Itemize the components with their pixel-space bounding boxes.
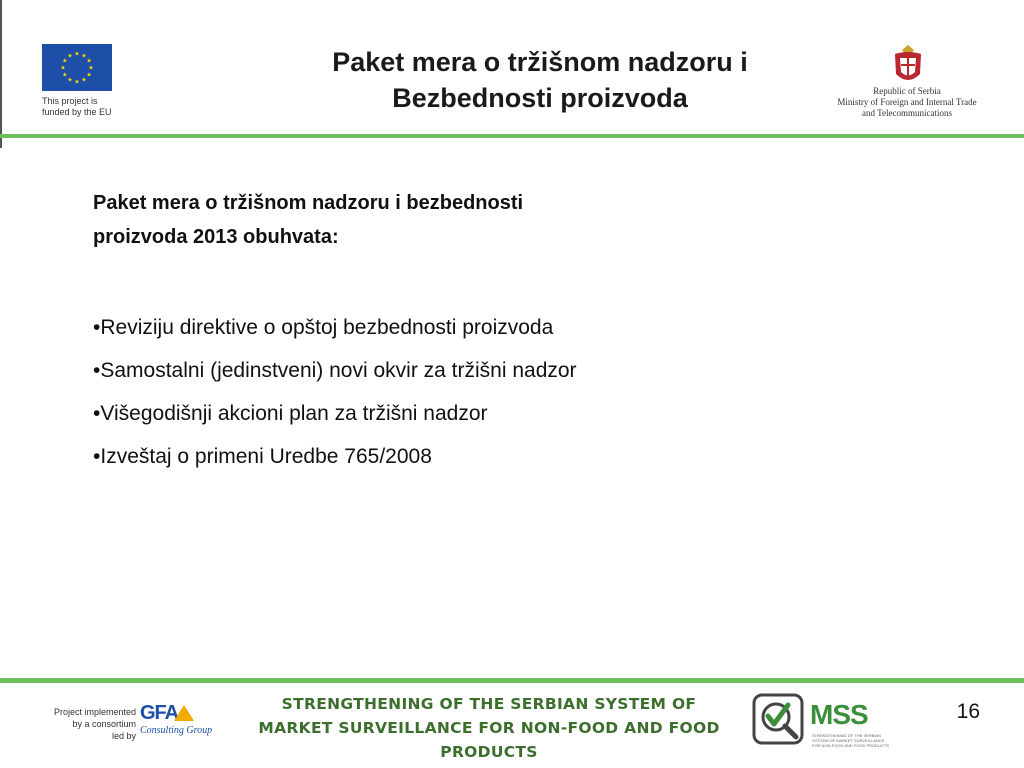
bullet-item: • Samostalni (jedinstveni) novi okvir za tržišni nadzor bbox=[93, 349, 953, 392]
eu-star-icon: ★ bbox=[62, 71, 68, 79]
slide-title-line: Bezbednosti proizvoda bbox=[392, 83, 688, 113]
mss-wordmark: MSS bbox=[810, 699, 868, 730]
slide-content bbox=[93, 186, 953, 478]
eu-star-icon: ★ bbox=[67, 52, 73, 60]
slide-title bbox=[240, 44, 840, 116]
serbia-caption-line: Republic of Serbia bbox=[873, 86, 941, 96]
consortium-caption bbox=[52, 706, 136, 742]
bullet-list bbox=[93, 306, 953, 478]
consortium-caption-line: Project implemented bbox=[53, 707, 136, 717]
bullet-item: • Izveštaj o primeni Uredbe 765/2008 bbox=[93, 435, 953, 478]
intro-line: Paket mera o tržišnom nadzoru i bezbednosti bbox=[93, 192, 524, 214]
serbia-coat-of-arms-icon bbox=[892, 44, 924, 88]
eu-star-icon: ★ bbox=[86, 57, 92, 65]
intro-line: proizvoda 2013 obuhvata: bbox=[93, 226, 339, 248]
eu-funding-caption: This project is funded by the EU bbox=[42, 96, 112, 117]
serbia-ministry-caption bbox=[822, 86, 992, 119]
gfa-triangle-icon bbox=[174, 705, 194, 721]
eu-star-icon: ★ bbox=[62, 57, 68, 65]
serbia-caption-line: and Telecommunications bbox=[862, 108, 952, 118]
eu-star-icon: ★ bbox=[81, 76, 87, 84]
gfa-subtitle: Consulting Group bbox=[140, 725, 213, 736]
footer-divider bbox=[0, 678, 1024, 683]
project-banner bbox=[244, 692, 734, 764]
eu-star-icon: ★ bbox=[74, 78, 80, 86]
header-divider bbox=[0, 134, 1024, 138]
mss-logo bbox=[752, 693, 888, 749]
bullet-item: • Reviziju direktive o opštoj bezbednosti proizvoda bbox=[93, 306, 953, 349]
intro-text bbox=[93, 186, 953, 254]
slide-title-line: Paket mera o tržišnom nadzoru i bbox=[332, 47, 748, 77]
gfa-logo bbox=[140, 702, 240, 742]
header-frame-line bbox=[0, 0, 2, 148]
magnifier-check-icon bbox=[752, 693, 804, 745]
serbia-caption-line: Ministry of Foreign and Internal Trade bbox=[837, 97, 977, 107]
slide-header bbox=[0, 0, 1024, 138]
consortium-caption-line: led by bbox=[111, 731, 136, 741]
consortium-caption-line: by a consortium bbox=[72, 719, 136, 729]
eu-star-icon: ★ bbox=[88, 64, 94, 72]
eu-star-icon: ★ bbox=[86, 71, 92, 79]
eu-star-icon: ★ bbox=[60, 64, 66, 72]
bullet-item: • Višegodišnji akcioni plan za tržišni nadzor bbox=[93, 392, 953, 435]
eu-flag-icon bbox=[42, 44, 112, 91]
gfa-mark: GFA bbox=[140, 702, 179, 724]
project-banner-line: MARKET SURVEILLANCE FOR NON-FOOD AND FOOD PRODUCTS bbox=[258, 719, 720, 761]
eu-star-icon: ★ bbox=[74, 50, 80, 58]
eu-star-icon: ★ bbox=[81, 52, 87, 60]
page-number: 16 bbox=[956, 700, 980, 723]
mss-tagline: STRENGTHENING OF THE SERBIAN SYSTEM OF MARKET SURVEILLANCE FOR NON-FOOD AND FOOD PRODUCTS bbox=[812, 733, 889, 748]
project-banner-line: STRENGTHENING OF THE SERBIAN SYSTEM OF bbox=[281, 695, 697, 713]
eu-star-icon: ★ bbox=[67, 76, 73, 84]
